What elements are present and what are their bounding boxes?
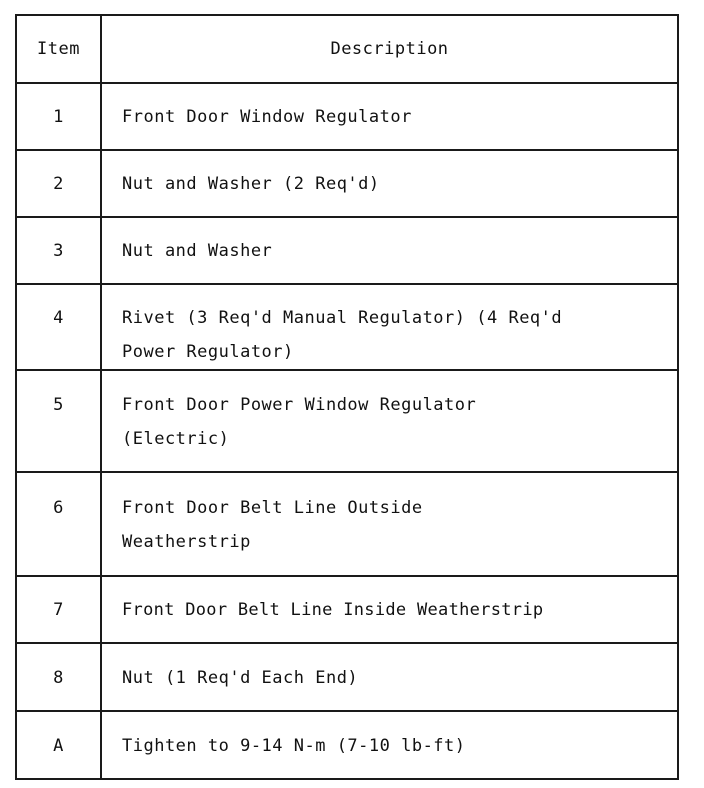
item-number: 1	[53, 107, 64, 127]
table-row	[16, 83, 678, 150]
item-description: Front Door Window Regulator	[101, 83, 678, 150]
item-description: Nut and Washer	[101, 217, 678, 284]
item-number: 5	[53, 395, 64, 415]
table-row	[16, 643, 678, 711]
item-description: Nut (1 Req'd Each End)	[101, 643, 678, 711]
table-row	[16, 150, 678, 217]
item-description: Front Door Power Window Regulator (Electric)	[101, 370, 678, 472]
item-description: Front Door Belt Line Outside Weatherstrip	[101, 472, 678, 576]
item-number: 8	[53, 668, 64, 688]
table-row	[16, 576, 678, 643]
parts-table	[15, 14, 679, 780]
item-description: Rivet (3 Req'd Manual Regulator) (4 Req'd Power Regulator)	[101, 284, 678, 370]
item-description: Tighten to 9-14 N-m (7-10 lb-ft)	[101, 711, 678, 779]
item-number: 6	[53, 498, 64, 518]
item-number: 7	[53, 600, 64, 620]
item-number: 3	[53, 241, 64, 261]
table-header-row	[16, 15, 678, 83]
table-row	[16, 370, 678, 472]
header-description: Description	[101, 15, 678, 83]
table-row	[16, 217, 678, 284]
table-row	[16, 711, 678, 779]
item-number: 2	[53, 174, 64, 194]
table-row	[16, 284, 678, 370]
table-row	[16, 472, 678, 576]
item-number: A	[53, 736, 64, 756]
item-description: Nut and Washer (2 Req'd)	[101, 150, 678, 217]
item-number: 4	[53, 308, 64, 328]
item-description: Front Door Belt Line Inside Weatherstrip	[101, 576, 678, 643]
header-item: Item	[16, 15, 101, 83]
